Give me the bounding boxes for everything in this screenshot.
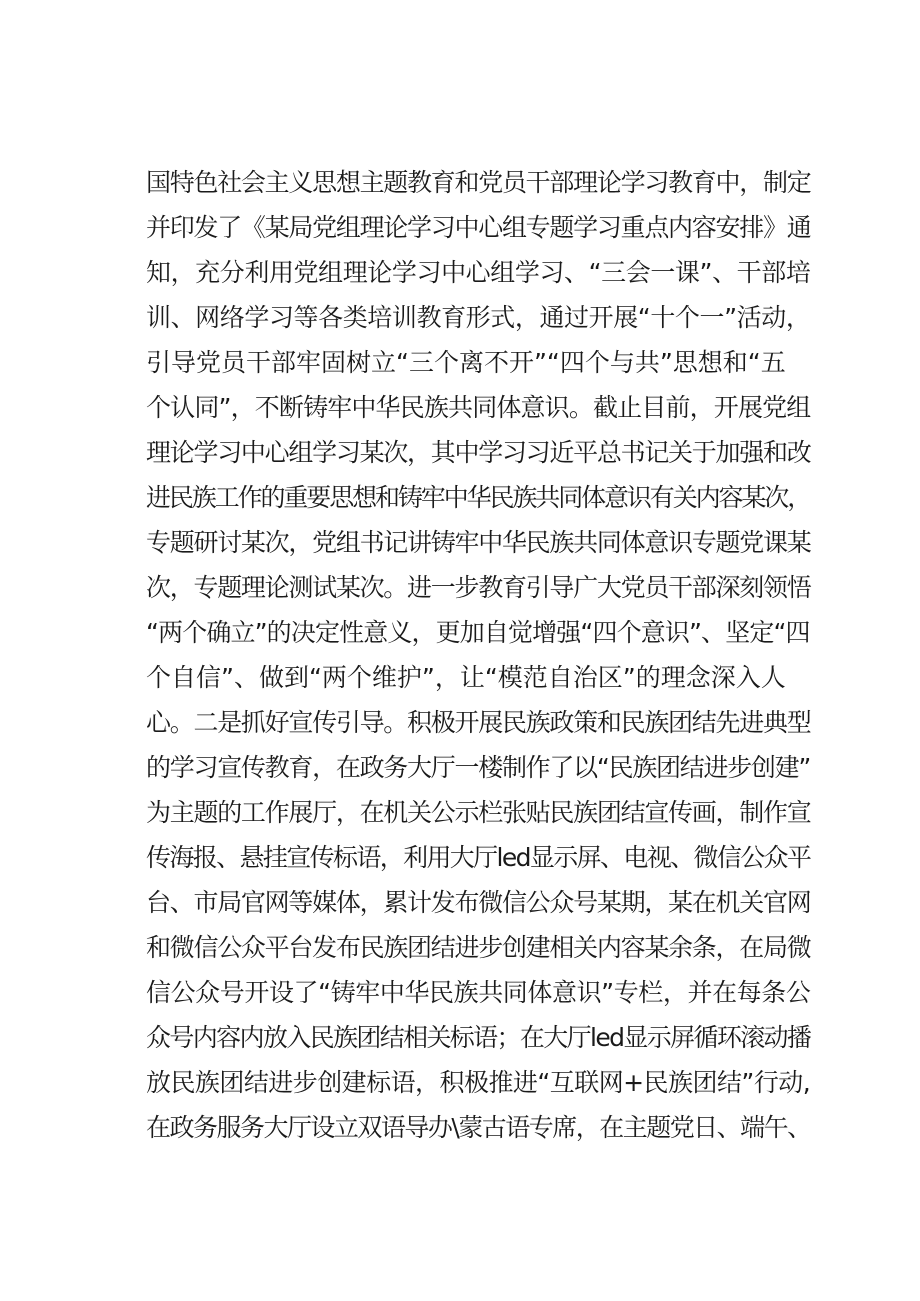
- text-line: 训、网络学习等各类培训教育形式，通过开展“十个一”活动，: [146, 303, 811, 332]
- text-line: 的学习宣传教育，在政务大厅一楼制作了以“民族团结进步创建”: [146, 753, 811, 782]
- body-text: [146, 160, 816, 1150]
- text-line: 为主题的工作展厅，在机关公示栏张贴民族团结宣传画，制作宣: [146, 798, 811, 827]
- text-line: 理论学习中心组学习某次，其中学习习近平总书记关于加强和改: [146, 438, 811, 467]
- text-line: 放民族团结进步创建标语，积极推进“互联网+民族团结”行动,: [146, 1068, 811, 1097]
- text-line: 心。二是抓好宣传引导。积极开展民族政策和民族团结先进典型: [146, 708, 811, 737]
- text-line: 众号内容内放入民族团结相关标语；在大厅led显示屏循环滚动播: [146, 1023, 811, 1052]
- text-line: 台、市局官网等媒体，累计发布微信公众号某期，某在机关官网: [146, 888, 811, 917]
- text-line: 和微信公众平台发布民族团结进步创建相关内容某余条，在局微: [146, 933, 811, 962]
- text-line: 引导党员干部牢固树立“三个离不开”“四个与共”思想和“五: [146, 348, 786, 377]
- text-line: “两个确立”的决定性意义，更加自觉增强“四个意识”、坚定“四: [146, 618, 810, 647]
- text-line: 国特色社会主义思想主题教育和党员干部理论学习教育中，制定: [146, 168, 811, 197]
- text-line: 信公众号开设了“铸牢中华民族共同体意识”专栏，并在每条公: [146, 978, 811, 1007]
- text-line: 个认同”，不断铸牢中华民族共同体意识。截止目前，开展党组: [146, 393, 811, 422]
- text-line: 次，专题理论测试某次。进一步教育引导广大党员干部深刻领悟: [146, 573, 811, 602]
- text-line: 在政务服务大厅设立双语导办\蒙古语专席，在主题党日、端午、: [146, 1113, 811, 1142]
- text-line: 知，充分利用党组理论学习中心组学习、“三会一课”、干部培: [146, 258, 811, 287]
- text-line: 专题研讨某次，党组书记讲铸牢中华民族共同体意识专题党课某: [146, 528, 811, 557]
- text-line: 并印发了《某局党组理论学习中心组专题学习重点内容安排》通: [146, 213, 811, 242]
- text-line: 个自信”、做到“两个维护”，让“模范自治区”的理念深入人: [146, 663, 786, 692]
- text-line: 进民族工作的重要思想和铸牢中华民族共同体意识有关内容某次，: [146, 483, 811, 512]
- text-line: 传海报、悬挂宣传标语，利用大厅led显示屏、电视、微信公众平: [146, 843, 811, 872]
